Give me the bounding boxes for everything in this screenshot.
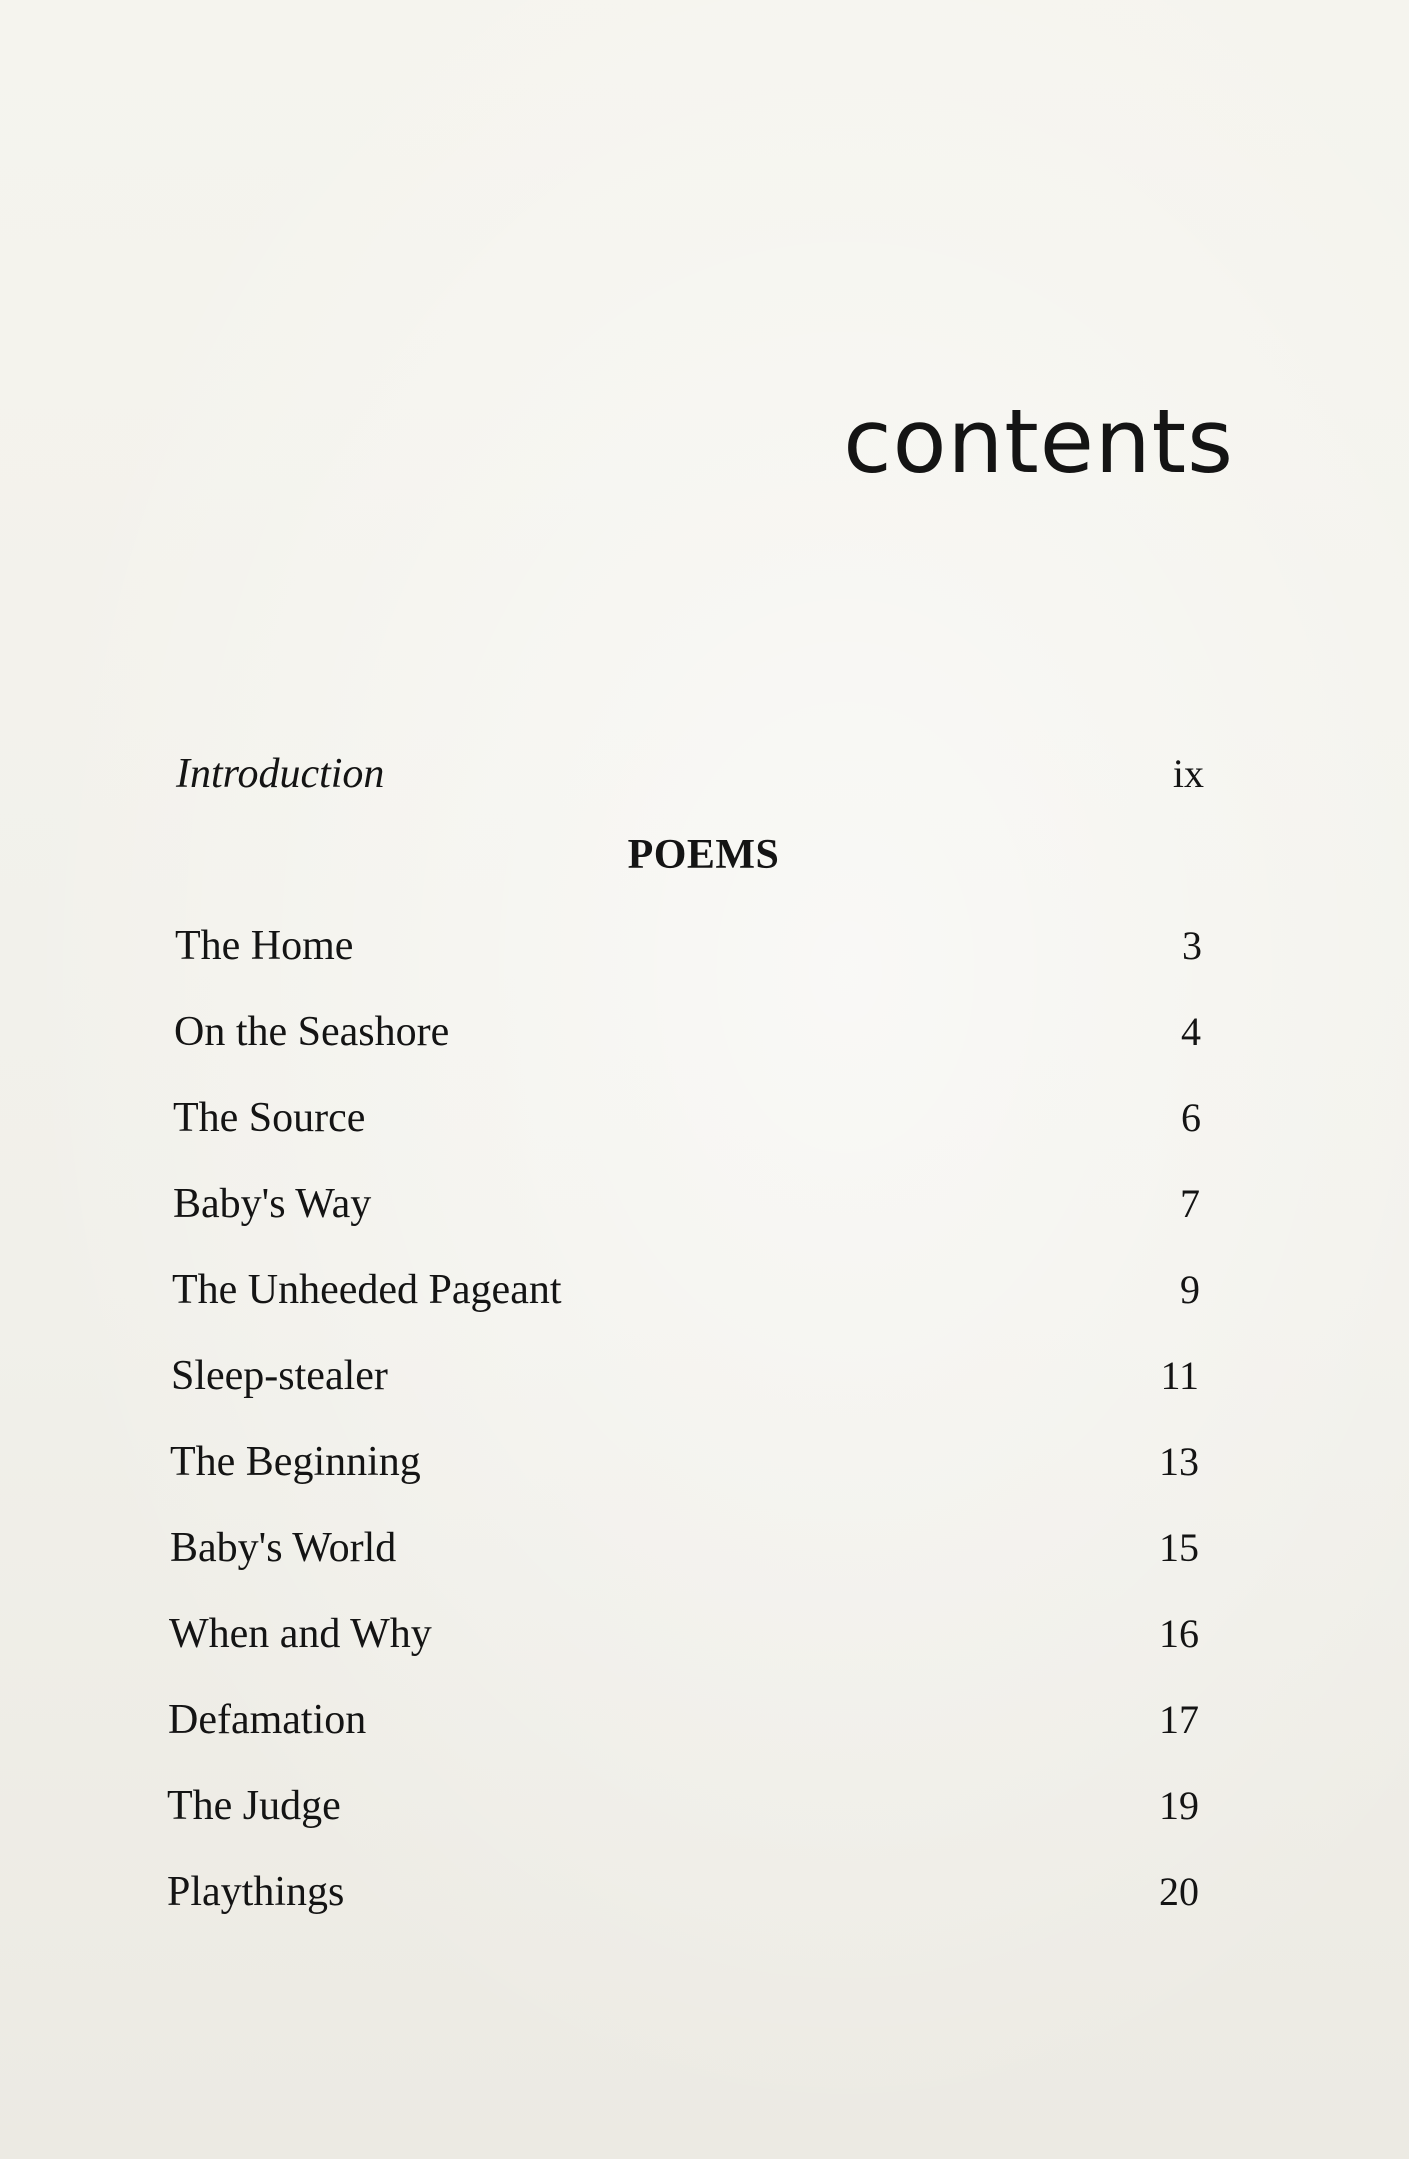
toc-entry — [0, 1776, 1409, 1836]
toc-entry-title: The Home — [175, 923, 354, 969]
toc-entry-title: The Judge — [167, 1783, 341, 1829]
toc-entry-page: 9 — [1180, 1267, 1200, 1312]
toc-entry-page: 4 — [1181, 1009, 1201, 1054]
toc-entry-title: The Unheeded Pageant — [172, 1267, 562, 1313]
toc-entry-page: 20 — [1159, 1869, 1199, 1914]
toc-entry-introduction — [0, 744, 1409, 804]
toc-entry-page: 19 — [1159, 1783, 1199, 1828]
toc-entry-page: 16 — [1159, 1611, 1199, 1656]
toc-entry — [0, 1432, 1409, 1492]
toc-entry-title: Introduction — [176, 751, 385, 797]
toc-entry-page: ix — [1172, 751, 1204, 796]
toc-entry-page: 6 — [1181, 1095, 1201, 1140]
toc-entry — [0, 1690, 1409, 1750]
toc-entry — [0, 1862, 1409, 1922]
toc-entry — [0, 1088, 1409, 1148]
toc-entry-title: Sleep-stealer — [171, 1353, 388, 1399]
toc-entry-title: Defamation — [168, 1697, 367, 1743]
page-title: contents — [843, 390, 1234, 493]
toc-entry — [0, 1604, 1409, 1664]
toc-entry — [0, 1002, 1409, 1062]
toc-entry-page: 17 — [1159, 1697, 1199, 1742]
section-heading — [0, 825, 1409, 885]
toc-entry-title: Baby's World — [170, 1525, 397, 1571]
toc-entry — [0, 1346, 1409, 1406]
toc-entry — [0, 916, 1409, 976]
section-heading-label: POEMS — [627, 832, 780, 878]
toc-entry-title: The Source — [173, 1095, 366, 1141]
toc-entry — [0, 1518, 1409, 1578]
toc-entry-title: When and Why — [169, 1611, 432, 1657]
toc-entry-page: 15 — [1159, 1525, 1199, 1570]
toc-entry-title: Baby's Way — [173, 1181, 372, 1227]
toc-entry-page: 13 — [1159, 1439, 1199, 1484]
toc-entry-title: The Beginning — [170, 1439, 421, 1485]
toc-entry-title: On the Seashore — [174, 1009, 450, 1055]
toc-entry — [0, 1174, 1409, 1234]
toc-entry-page: 11 — [1160, 1353, 1199, 1398]
toc-entry-page: 3 — [1182, 923, 1202, 968]
toc-entry-title: Playthings — [167, 1869, 345, 1915]
toc-entry-page: 7 — [1180, 1181, 1200, 1226]
toc-entry — [0, 1260, 1409, 1320]
